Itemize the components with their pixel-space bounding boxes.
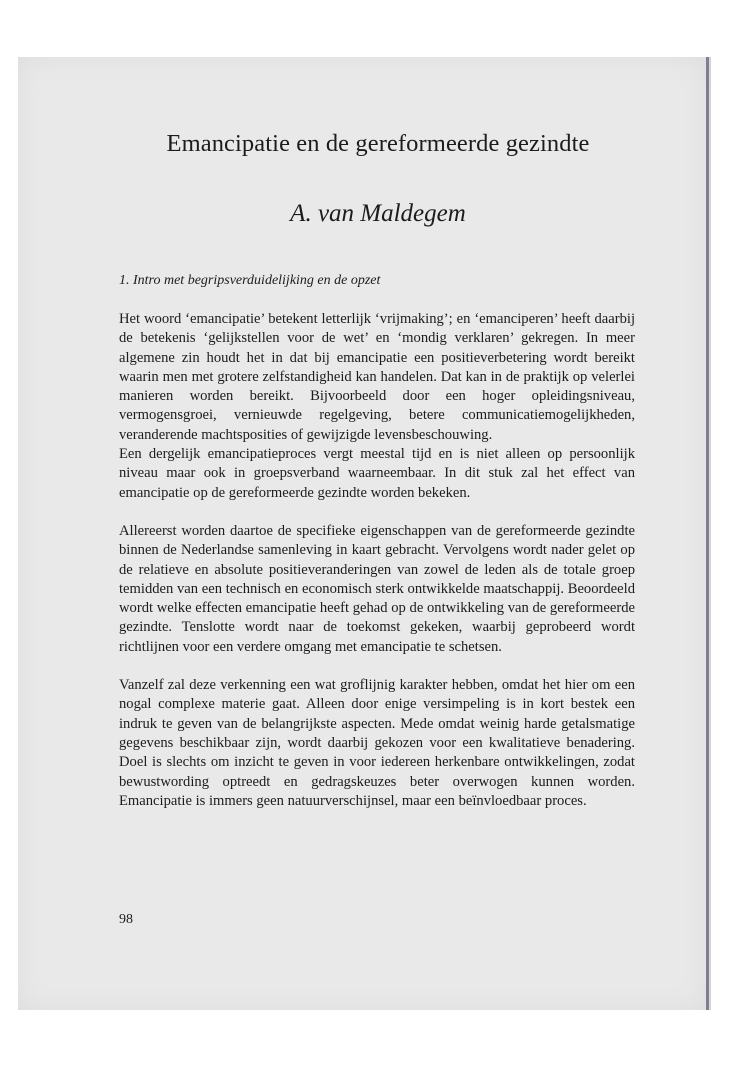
paragraph: Het woord ‘emancipatie’ betekent letterlijk ‘vrijmaking’; en ‘emanciperen’ heeft daarbij de betekenis ‘gelijkstellen voor de wet’ en ‘mondig verklaren’ gekregen. In meer algemene zin houdt het in dat bij emancipatie een positieverbetering wordt bereikt waarin men met grotere zelfstandigheid kan handelen. Dat kan in de praktijk op velerlei manieren worden bereikt. Bijvoorbeeld door een hoger opleidingsniveau, vermogensgroei, vernieuwde regelgeving, betere communicatiemogelijkheden, veranderende machtsposities of gewijzigde levensbeschouwing. [119, 311, 635, 443]
section-heading: 1. Intro met begripsverduidelijking en de opzet [119, 273, 381, 288]
book-spine-edge [706, 57, 709, 1010]
body-text [119, 310, 635, 811]
paragraph: Allereerst worden daartoe de specifieke eigenschappen van de gereformeerde gezindte binnen de Nederlandse samenleving in kaart gebracht. Vervolgens wordt nader gelet op de relatieve en absolute positieveranderingen van zowel de leden als de totale groep temidden van een technisch en economisch sterk ontwikkelde maatschappij. Beoordeeld wordt welke effecten emancipatie heeft gehad op de ontwikkeling van de gereformeerde gezindte. Tenslotte wordt naar de toekomst gekeken, waarbij geprobeerd wordt richtlijnen voor een verdere omgang met emancipatie te schetsen. [119, 522, 635, 655]
paragraph: Vanzelf zal deze verkenning een wat groflijnig karakter hebben, omdat het hier om een nogal complexe materie gaat. Alleen door enige versimpeling is in kort bestek een indruk te geven van de belangrijkste aspecten. Mede omdat weinig harde getalsmatige gegevens beschikbaar zijn, wordt daarbij gekozen voor een kwalitatieve benadering. Doel is slechts om inzicht te geven in voor iedereen herkenbare ontwikkelingen, zodat bewustwording optreedt en gedragskeuzes beter overwogen kunnen worden. Emancipatie is immers geen natuurverschijnsel, maar een beïnvloedbaar proces. [119, 677, 635, 809]
article-author: A. van Maldegem [290, 200, 466, 227]
article-title: Emancipatie en de gereformeerde gezindte [166, 130, 590, 157]
page-number: 98 [119, 912, 133, 927]
paragraph: Een dergelijk emancipatieproces vergt meestal tijd en is niet alleen op persoonlijk niveau maar ook in groepsverband waarneembaar. In dit stuk zal het effect van emancipatie op de gereformeerde gezindte worden bekeken. [119, 446, 635, 501]
